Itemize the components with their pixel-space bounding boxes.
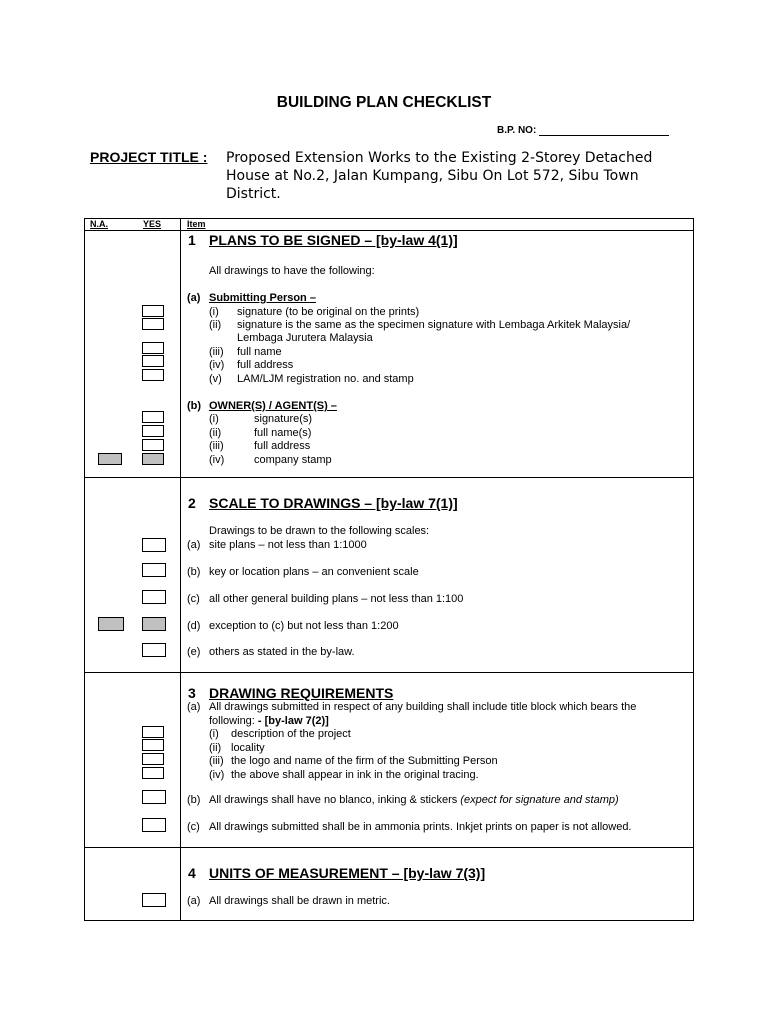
item-number: (i) bbox=[209, 306, 219, 318]
section-divider bbox=[84, 477, 694, 478]
yes-checkbox[interactable] bbox=[142, 305, 164, 317]
section-title: UNITS OF MEASUREMENT – [by-law 7(3)] bbox=[209, 865, 486, 881]
yes-checkbox[interactable] bbox=[142, 893, 166, 907]
item-number: (d) bbox=[187, 620, 201, 632]
yes-checkbox[interactable] bbox=[142, 439, 164, 451]
yes-checkbox[interactable] bbox=[142, 411, 164, 423]
item-number: (iii) bbox=[209, 440, 224, 452]
section-divider bbox=[84, 672, 694, 673]
item-number: (v) bbox=[209, 373, 222, 385]
item-number: (b) bbox=[187, 566, 201, 578]
yes-checkbox[interactable] bbox=[142, 425, 164, 437]
item-text: all other general building plans – not less than 1:100 bbox=[209, 593, 464, 605]
item-text: All drawings shall be drawn in metric. bbox=[209, 895, 390, 907]
yes-checkbox[interactable] bbox=[142, 753, 164, 765]
item-text bbox=[209, 715, 329, 728]
item-text: All drawings submitted shall be in ammonia prints. Inkjet prints on paper is not allowed. bbox=[209, 821, 632, 833]
item-text: locality bbox=[231, 742, 265, 754]
item-number: (c) bbox=[187, 593, 200, 605]
yes-checkbox[interactable] bbox=[142, 818, 166, 832]
item-text-italic: (expect for signature and stamp) bbox=[460, 794, 619, 806]
section-title: SCALE TO DRAWINGS – [by-law 7(1)] bbox=[209, 495, 458, 511]
yes-checkbox[interactable] bbox=[142, 790, 166, 804]
yes-checkbox-shaded[interactable] bbox=[142, 453, 164, 465]
bp-number-field bbox=[497, 125, 669, 136]
item-text bbox=[209, 794, 619, 807]
column-divider bbox=[180, 218, 181, 921]
section-number: 1 bbox=[188, 232, 196, 248]
section-number: 4 bbox=[188, 865, 196, 881]
subsection-label: (a) bbox=[187, 895, 201, 907]
yes-checkbox[interactable] bbox=[142, 355, 164, 367]
item-text: signature is the same as the specimen signature with Lembaga Arkitek Malaysia/ bbox=[237, 319, 631, 331]
item-text: full name(s) bbox=[254, 427, 312, 439]
yes-checkbox[interactable] bbox=[142, 590, 166, 604]
na-checkbox-shaded[interactable] bbox=[98, 617, 124, 631]
item-number: (iv) bbox=[209, 769, 225, 781]
item-number: (iii) bbox=[209, 346, 224, 358]
subsection-label: (a) bbox=[187, 292, 201, 304]
bp-number-blank bbox=[539, 125, 669, 136]
item-text: full address bbox=[237, 359, 294, 371]
subsection-title: Submitting Person – bbox=[209, 292, 316, 304]
item-number: (e) bbox=[187, 646, 201, 658]
item-text: key or location plans – an convenient scale bbox=[209, 566, 419, 578]
document-title: BUILDING PLAN CHECKLIST bbox=[276, 94, 492, 111]
item-number: (iv) bbox=[209, 454, 225, 466]
yes-checkbox[interactable] bbox=[142, 767, 164, 779]
item-text: signature(s) bbox=[254, 413, 313, 425]
item-text: exception to (c) but not less than 1:200 bbox=[209, 620, 399, 632]
subsection-label: (a) bbox=[187, 701, 201, 713]
section-title: PLANS TO BE SIGNED – [by-law 4(1)] bbox=[209, 232, 458, 248]
column-header-na: N.A. bbox=[90, 219, 108, 229]
bp-number-label: B.P. NO: bbox=[497, 125, 537, 136]
section-divider bbox=[84, 847, 694, 848]
subsection-label: (b) bbox=[187, 794, 201, 806]
column-header-yes: YES bbox=[143, 219, 162, 229]
yes-checkbox[interactable] bbox=[142, 643, 166, 657]
header-divider bbox=[84, 230, 694, 231]
subsection-title: OWNER(S) / AGENT(S) – bbox=[209, 400, 337, 412]
subsection-label: (b) bbox=[187, 400, 202, 412]
section-intro: All drawings to have the following: bbox=[209, 265, 375, 277]
item-text: company stamp bbox=[254, 454, 332, 466]
item-text: others as stated in the by-law. bbox=[209, 646, 355, 658]
yes-checkbox[interactable] bbox=[142, 318, 164, 330]
item-number: (ii) bbox=[209, 319, 222, 331]
yes-checkbox-shaded[interactable] bbox=[142, 617, 166, 631]
section-number: 2 bbox=[188, 495, 196, 511]
item-number: (iii) bbox=[209, 755, 224, 767]
yes-checkbox[interactable] bbox=[142, 726, 164, 738]
by-law-reference: - [by-law 7(2)] bbox=[257, 715, 329, 727]
item-number: (a) bbox=[187, 539, 201, 551]
item-number: (ii) bbox=[209, 427, 222, 439]
item-text-plain: following: bbox=[209, 715, 258, 727]
subsection-label: (c) bbox=[187, 821, 200, 833]
item-text: full name bbox=[237, 346, 282, 358]
item-text: the above shall appear in ink in the original tracing. bbox=[231, 769, 479, 781]
item-number: (i) bbox=[209, 728, 219, 740]
item-number: (ii) bbox=[209, 742, 222, 754]
yes-checkbox[interactable] bbox=[142, 369, 164, 381]
yes-checkbox[interactable] bbox=[142, 739, 164, 751]
yes-checkbox[interactable] bbox=[142, 563, 166, 577]
item-text: the logo and name of the firm of the Submitting Person bbox=[231, 755, 498, 767]
item-text: All drawings submitted in respect of any building shall include title block which bears the bbox=[209, 701, 637, 713]
column-header-item: Item bbox=[187, 219, 206, 229]
section-title: DRAWING REQUIREMENTS bbox=[209, 685, 394, 701]
yes-checkbox[interactable] bbox=[142, 538, 166, 552]
project-title-text: Proposed Extension Works to the Existing 2-Storey Detached House at No.2, Jalan Kumpang, Sibu On Lot 572, Sibu Town District. bbox=[226, 150, 653, 202]
na-checkbox-shaded[interactable] bbox=[98, 453, 122, 465]
item-text-plain: All drawings shall have no blanco, inking & stickers bbox=[209, 794, 461, 806]
item-text: description of the project bbox=[231, 728, 351, 740]
item-text: site plans – not less than 1:1000 bbox=[209, 539, 367, 551]
yes-checkbox[interactable] bbox=[142, 342, 164, 354]
item-text: LAM/LJM registration no. and stamp bbox=[237, 373, 414, 385]
item-text: signature (to be original on the prints) bbox=[237, 306, 420, 318]
item-number: (i) bbox=[209, 413, 219, 425]
section-number: 3 bbox=[188, 685, 196, 701]
item-number: (iv) bbox=[209, 359, 225, 371]
item-text: Lembaga Jurutera Malaysia bbox=[237, 332, 373, 344]
project-title-label: PROJECT TITLE : bbox=[90, 149, 208, 165]
section-intro: Drawings to be drawn to the following scales: bbox=[209, 525, 430, 537]
item-text: full address bbox=[254, 440, 311, 452]
